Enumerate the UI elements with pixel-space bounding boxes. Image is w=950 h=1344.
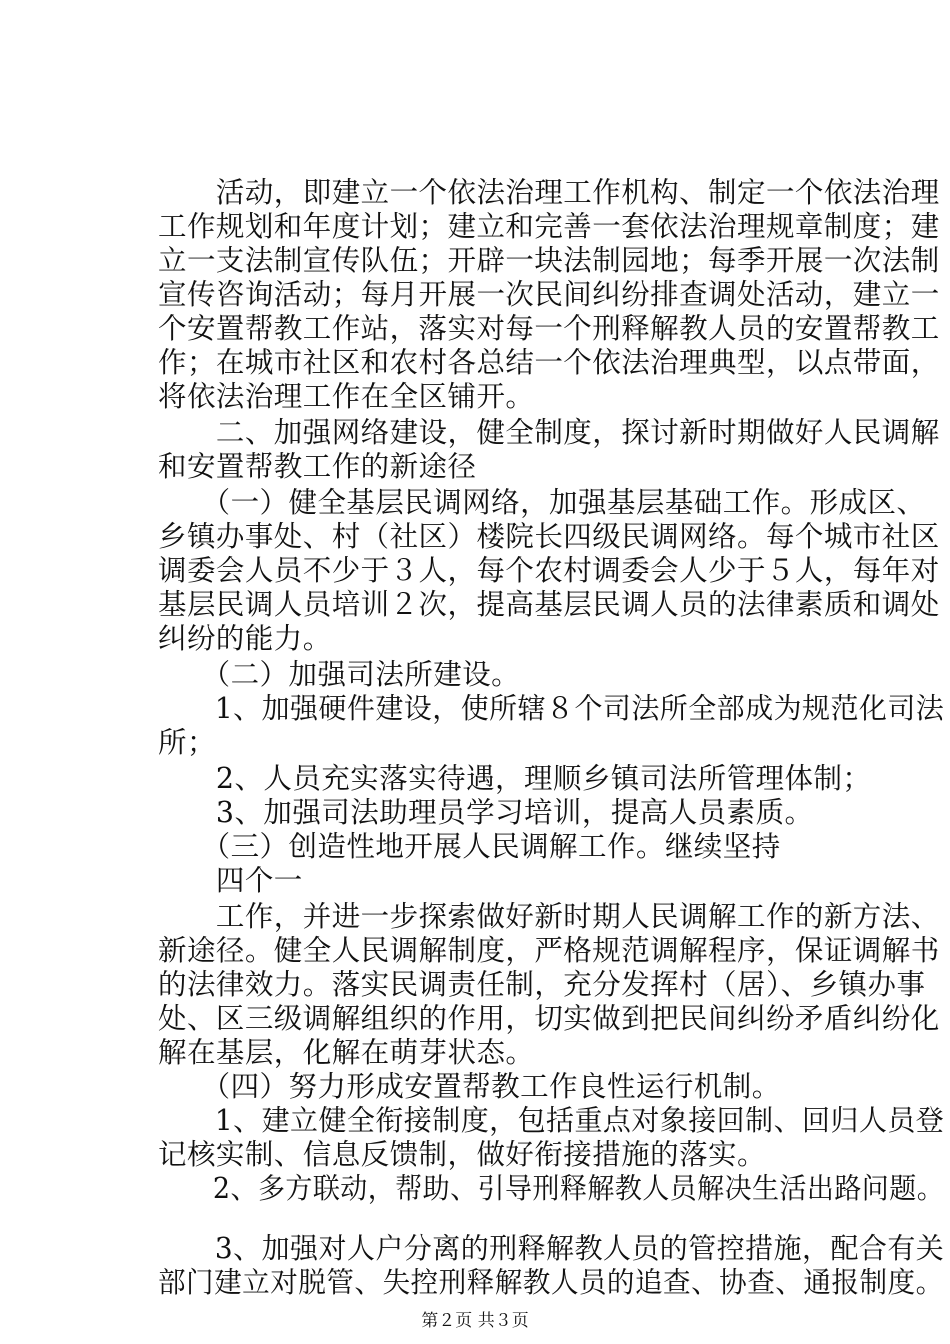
body-line: 基层民调人员培训２次，提高基层民调人员的法律素质和调处: [158, 588, 940, 621]
body-line: 纠纷的能力。: [158, 622, 332, 655]
body-line: 解在基层，化解在萌芽状态。: [158, 1036, 535, 1069]
body-line: 记核实制、信息反馈制，做好衔接措施的落实。: [158, 1138, 766, 1171]
body-line: 的法律效力。落实民调责任制，充分发挥村（居）、乡镇办事: [158, 968, 926, 1001]
body-line: 处、区三级调解组织的作用，切实做到把民间纠纷矛盾纠纷化: [158, 1002, 940, 1035]
body-line: 乡镇办事处、村（社区）楼院长四级民调网络。每个城市社区: [158, 520, 940, 553]
list-item: 1、加强硬件建设，使所辖８个司法所全部成为规范化司法: [158, 692, 945, 725]
subsection-heading: （四）努力形成安置帮教工作良性运行机制。: [158, 1070, 781, 1103]
body-line: 工作，并进一步探索做好新时期人民调解工作的新方法、: [158, 900, 940, 933]
section-heading: 二、加强网络建设，健全制度，探讨新时期做好人民调解: [158, 416, 940, 449]
subsection-heading: （一）健全基层民调网络，加强基层基础工作。形成区、: [158, 486, 926, 519]
body-line: 所；: [158, 726, 216, 759]
subsection-heading: （二）加强司法所建设。: [158, 658, 521, 691]
body-line: 立一支法制宣传队伍；开辟一块法制园地；每季开展一次法制: [158, 244, 940, 277]
list-item: 1、建立健全衔接制度，包括重点对象接回制、回归人员登: [158, 1104, 945, 1137]
list-item: 2、人员充实落实待遇，理顺乡镇司法所管理体制；: [158, 762, 872, 795]
body-line: 部门建立对脱管、失控刑释解教人员的追查、协查、通报制度。: [158, 1266, 944, 1299]
body-line: 活动，即建立一个依法治理工作机构、制定一个依法治理: [158, 176, 940, 209]
body-line: 四个一: [158, 864, 303, 897]
list-item: 3、加强对人户分离的刑释解教人员的管控措施，配合有关: [158, 1232, 945, 1265]
body-line: 个安置帮教工作站，落实对每一个刑释解教人员的安置帮教工: [158, 312, 940, 345]
body-line: 新途径。健全人民调解制度，严格规范调解程序，保证调解书: [158, 934, 940, 967]
list-item: 3、加强司法助理员学习培训，提高人员素质。: [158, 796, 814, 829]
page-footer: 第２页 共３页: [421, 1311, 529, 1331]
body-line: 将依法治理工作在全区铺开。: [158, 380, 535, 413]
body-line: 宣传咨询活动；每月开展一次民间纠纷排查调处活动，建立一: [158, 278, 940, 311]
section-heading: 和安置帮教工作的新途径: [158, 450, 477, 483]
body-line: 作；在城市社区和农村各总结一个依法治理典型，以点带面，: [158, 346, 940, 379]
list-item: 2、多方联动，帮助、引导刑释解教人员解决生活出路问题。: [158, 1172, 945, 1205]
body-line: 工作规划和年度计划；建立和完善一套依法治理规章制度；建: [158, 210, 940, 243]
body-line: 调委会人员不少于３人，每个农村调委会人少于５人，每年对: [158, 554, 940, 587]
subsection-heading: （三）创造性地开展人民调解工作。继续坚持: [158, 830, 781, 863]
